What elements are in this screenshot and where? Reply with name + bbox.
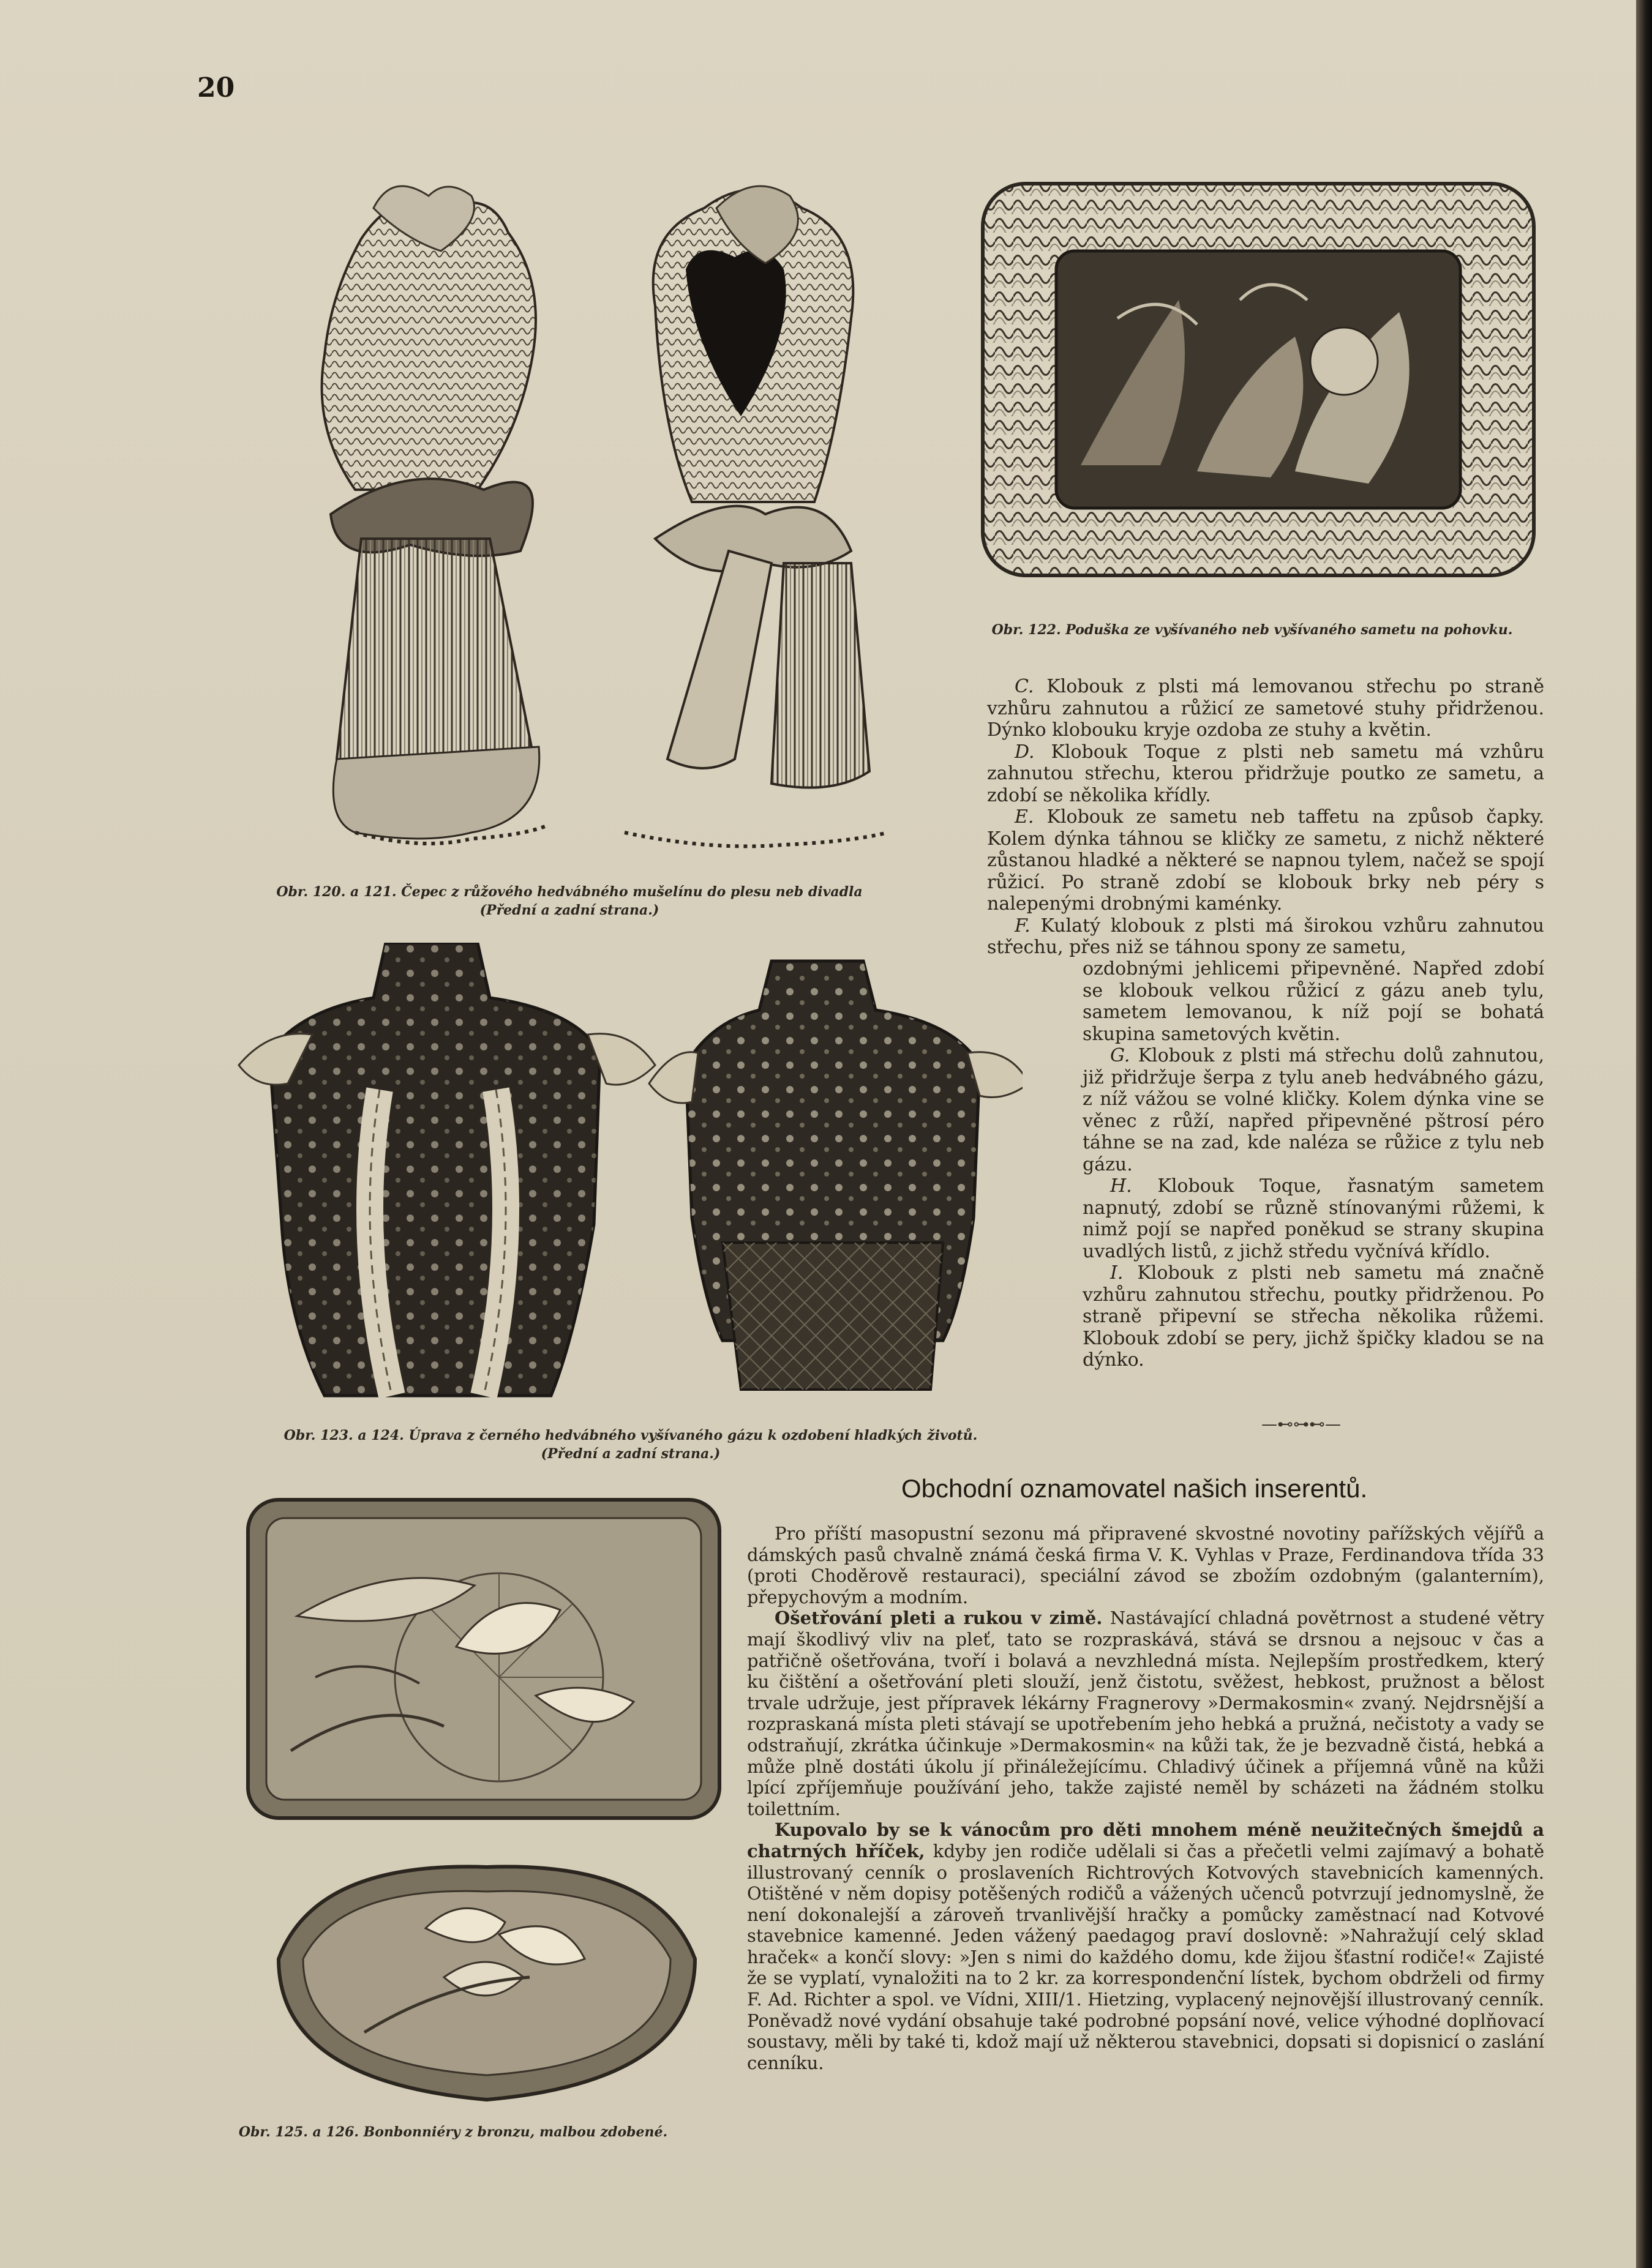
bodice-illustration (233, 943, 1023, 1420)
hat-text: Klobouk Toque z plsti neb sametu má vzhůru zahnutou střechu, kterou přidržuje poutko ze sametu, a zdobí se několika křídly. (987, 741, 1544, 806)
bonnet-front (322, 186, 545, 844)
hat-g (1083, 1045, 1544, 1175)
cushion-illustration (977, 178, 1540, 582)
hat-text: ozdobnými jehlicemi připevněné. Napřed zdobí se klobouk velkou růžicí z gázu aneb tylu, sametem lemovanou, k níž pojí se bohatá skupina sametových květin. (1083, 958, 1544, 1045)
hat-c (987, 676, 1544, 741)
advert-paragraph-vejire: Pro příští masopustní sezonu má připravené skvostné novotiny pařížských vějířů a dámských pasů chvalně známá česká firma V. K. Vyhlas v Praze, Ferdinandova třída 33 (proti Choděrově restauraci), speciální závod se zbožím ozdobným (galanterním), přepychovým a modním. (747, 1523, 1544, 1607)
caption-text: Obr. 120. a 121. Čepec z růžového hedvábného mušelínu do plesu neb divadla (276, 884, 863, 900)
hat-text: Kulatý klobouk z plsti má širokou vzhůru zahnutou střechu, přes niž se táhnou spony ze sametu, (987, 915, 1544, 958)
hat-text: Klobouk Toque, řasnatým sametem napnutý, zdobí se různě stínovanými růžemi, k nimž pojí se napřed poněkud se strany skupina uvadlých listů, z jichž středu vyčnívá křídlo. (1083, 1175, 1544, 1262)
figure-caption-123 (202, 1426, 1059, 1463)
advert-section-title: Obchodní oznamovatel našich inserentů. (901, 1474, 1368, 1503)
bonnet-illustration (288, 171, 912, 869)
hat-text: Klobouk z plsti neb sametu má značně vzhůru zahnutou střechu, poutky přidrženou. Po straně připevní se střecha několika růžemi. Klobouk zdobí se pery, jichž špičky kladou se na dýnko. (1083, 1262, 1544, 1371)
advert-text (747, 1523, 1544, 2073)
bonbonniere-illustration (242, 1494, 726, 2109)
caption-subtext: (Přední a zadní strana.) (541, 1446, 721, 1462)
hat-f (987, 915, 1544, 959)
hat-text: Klobouk ze sametu neb taffetu na způsob čapky. Kolem dýnka táhnou se kličky ze sametu, z nichž některé zůstanou hladké a některé se napnou tylem, načež se spojí růžicí. Po straně zdobí se klobouk brky neb péry s nalepenými drobnými kaménky. (987, 806, 1544, 915)
hat-f-continued (1083, 958, 1544, 1045)
advert-paragraph-stavebnice (747, 1819, 1544, 2073)
section-divider-ornament: —⊷⊶⊷— (1261, 1415, 1341, 1434)
bonbonniere-rectangular (248, 1500, 719, 1818)
bodice-back (649, 961, 1023, 1390)
hat-text: Klobouk z plsti má lemovanou střechu po straně vzhůru zahnutou a růžicí ze sametové stuhy přidrženou. Dýnko klobouku kryje ozdoba ze stuhy a květin. (987, 676, 1544, 741)
hat-descriptions (987, 676, 1544, 959)
caption-subtext: (Přední a zadní strana.) (479, 902, 659, 918)
paragraph-lead: Ošetřování pleti a rukou v zimě. (775, 1607, 1103, 1629)
bonnet-back (625, 186, 888, 847)
figure-caption-120 (245, 883, 894, 919)
hat-e (987, 806, 1544, 915)
page-number: 20 (197, 72, 235, 103)
bodice-front (239, 943, 655, 1396)
hat-d (987, 741, 1544, 807)
caption-text: Obr. 123. a 124. Úprava z černého hedvábného vyšívaného gázu k ozdobení hladkých životů. (283, 1428, 978, 1443)
figure-caption-125 (208, 2123, 698, 2141)
hat-letter: D. (1015, 741, 1035, 763)
paragraph-lead: Kupovalo by se k vánocům pro děti mnohem méně neužitečných šmejdů a chatrných hříček, (747, 1819, 1544, 1862)
caption-text: Obr. 125. a 126. Bonbonniéry z bronzu, malbou zdobené. (238, 2124, 668, 2140)
book-binding-edge (1636, 0, 1652, 2268)
hat-descriptions-narrow (1083, 958, 1544, 1371)
hat-h (1083, 1175, 1544, 1262)
hat-letter: H. (1110, 1175, 1132, 1197)
hat-letter: C. (1015, 676, 1034, 697)
hat-letter: F. (1015, 915, 1031, 937)
bonbonniere-oval (279, 1866, 695, 2100)
advert-paragraph-dermakosmin (747, 1607, 1544, 1819)
paragraph-body: kdyby jen rodiče udělali si čas a přečetli velmi zajímavý a bohatě illustrovaný cenník o proslaveních Richtrových Kotvových stavebnicích kamenných. Otištěné v něm dopisy potěšených rodičů a vážených učenců potvrzují jednomyslně, že není dokonalejší a zároveň trvanlivější hračky a pomůcky zaměstnací nad Kotvové stavebnice kamenné. Jeden vážený paedagog praví doslovně: »Nahražují celý sklad hraček« a končí slovy: »Jen s nimi do každého domu, kde žijou šťastní rodiče!« Zajisté že se vyplatí, vynaložiti na to 2 kr. za korrespondenční lístek, bychom obdrželi od firmy F. Ad. Richter a spol. ve Vídni, XIII/1. Hietzing, vyplacený nejnovější illustrovaný cenník. Poněvadž nové vydání obsahuje také podrobné popsání nové, velice výhodné doplňovací soustavy, měli by také ti, kdož mají už některou stavebnici, dopsati si dopisnicí o zaslání cenníku. (747, 1840, 1544, 2073)
hat-letter: G. (1110, 1045, 1130, 1066)
hat-letter: E. (1015, 806, 1034, 828)
hat-text: Klobouk z plsti má střechu dolů zahnutou, již přidržuje šerpa z tylu aneb hedvábného gázu, z níž vážou se volné kličky. Kolem dýnka vine se věnec z růží, napřed připevněné pštrosí péro táhne se na zad, kde naléza se růžice z tylu neb gázu. (1083, 1045, 1544, 1175)
paragraph-body: Nastávající chladná povětrnost a studené větry mají škodlivý vliv na pleť, tato se rozpraskává, stává se drsnou a nejsouc v čas a patřičně ošetřována, tvoří i bolavá a nevzhledná místa. Nejlepším prostředkem, který ku čištění a ošetřování pleti slouží, jenž čistotu, svěžest, hebkost, pružnost a bělost trvale udržuje, jest přípravek lékárny Fragnerovy »Dermakosmin« zvaný. Nejdrsnější a rozpraskaná místa pleti stávají se upotřebením jeho hebká a pružná, nečistoty a vady se odstraňují, zkrátka účinkuje »Dermakosmin« na kůži tak, že je bezvadně čistá, hebká a může plně dostáti úkolu jí přináležejícímu. Chladivý účinek a příjemná vůně na kůži lpící zpříjemňuje používání jeho, takže zajisté neměl by scházeti na žádném stolku toilettním. (747, 1607, 1545, 1819)
caption-text: Obr. 122. Poduška ze vyšívaného neb vyšívaného sametu na pohovku. (991, 622, 1513, 638)
hat-letter: I. (1110, 1262, 1124, 1284)
figure-caption-122 (964, 621, 1540, 639)
hat-i (1083, 1262, 1544, 1371)
